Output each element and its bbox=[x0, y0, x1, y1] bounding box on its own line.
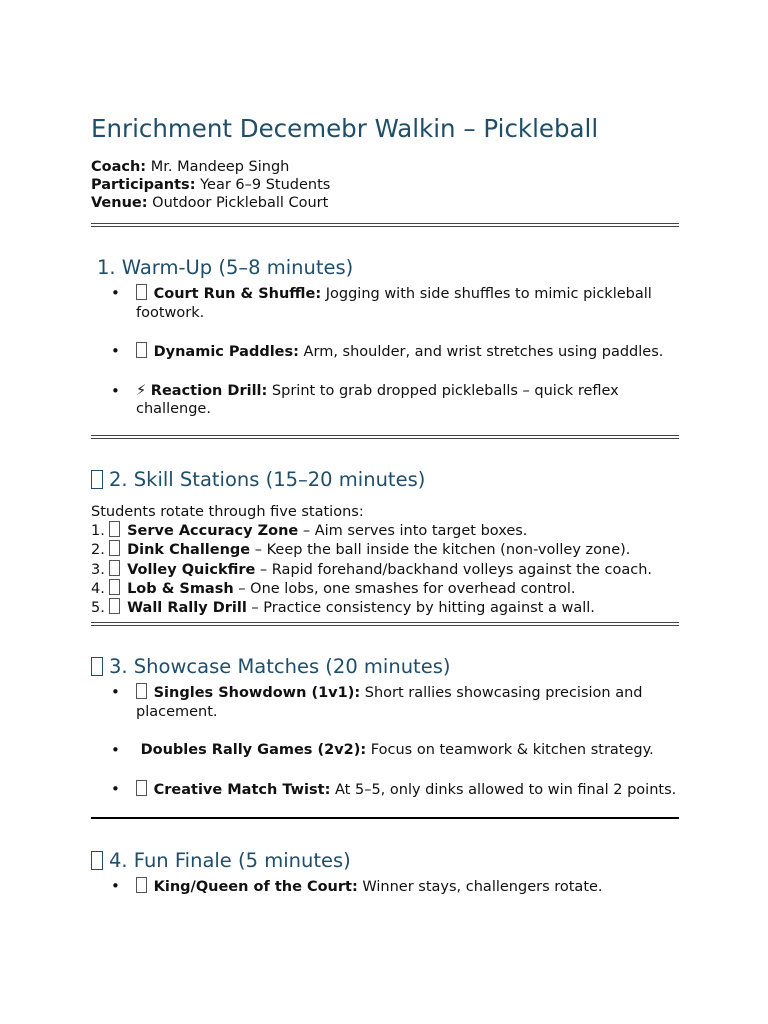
item-text: Sprint to grab dropped pickleballs – quick reflex challenge. bbox=[136, 382, 619, 417]
station-text: – Rapid forehand/backhand volleys against the coach. bbox=[255, 561, 653, 578]
section-1-heading: 1. Warm-Up (5–8 minutes) bbox=[97, 256, 354, 279]
box-icon bbox=[109, 521, 120, 537]
divider bbox=[91, 622, 679, 626]
item-term: Reaction Drill: bbox=[150, 382, 268, 399]
station-term: Serve Accuracy Zone bbox=[127, 523, 299, 540]
station-number: 5. bbox=[91, 600, 105, 617]
station-number: 1. bbox=[91, 523, 105, 540]
box-icon bbox=[109, 540, 120, 556]
divider bbox=[91, 223, 679, 227]
list-item bbox=[91, 741, 679, 760]
participants-label: Participants: bbox=[91, 177, 196, 193]
section-4-heading bbox=[91, 849, 351, 872]
item-term: Creative Match Twist: bbox=[153, 781, 331, 798]
divider bbox=[91, 817, 679, 819]
coach-line bbox=[91, 158, 330, 176]
station-item bbox=[91, 540, 652, 559]
divider bbox=[91, 435, 679, 439]
station-text: – Practice consistency by hitting against a wall. bbox=[246, 600, 595, 617]
item-text: Jogging with side shuffles to mimic pickleball footwork. bbox=[136, 286, 652, 321]
participants-value: Year 6–9 Students bbox=[200, 177, 331, 193]
station-text: – Keep the ball inside the kitchen (non-volley zone). bbox=[250, 542, 631, 559]
station-number: 4. bbox=[91, 580, 105, 597]
coach-label: Coach: bbox=[91, 159, 147, 175]
box-icon bbox=[136, 342, 147, 358]
item-text: Focus on teamwork & kitchen strategy. bbox=[366, 742, 654, 758]
item-text: Short rallies showcasing precision and placement. bbox=[136, 685, 643, 720]
lightning-icon: ⚡ bbox=[136, 382, 147, 399]
box-icon bbox=[136, 284, 147, 300]
coach-value: Mr. Mandeep Singh bbox=[150, 159, 290, 175]
box-icon bbox=[136, 780, 147, 796]
page-title: Enrichment Decemebr Walkin – Pickleball bbox=[91, 114, 599, 143]
station-term: Dink Challenge bbox=[127, 542, 251, 559]
item-text: Winner stays, challengers rotate. bbox=[357, 879, 603, 895]
list-item bbox=[91, 342, 679, 362]
list-item bbox=[91, 382, 679, 419]
stations-block bbox=[91, 503, 652, 617]
finale-list bbox=[91, 877, 679, 897]
list-item bbox=[91, 780, 679, 800]
section-2-heading bbox=[91, 468, 425, 491]
station-text: – Aim serves into target boxes. bbox=[298, 523, 528, 540]
item-term: Dynamic Paddles: bbox=[153, 344, 299, 360]
item-term: Court Run & Shuffle: bbox=[153, 286, 322, 302]
venue-line bbox=[91, 194, 330, 212]
item-term: King/Queen of the Court: bbox=[153, 879, 358, 895]
box-icon bbox=[91, 851, 103, 870]
warmup-list bbox=[91, 284, 679, 419]
box-icon bbox=[109, 598, 120, 614]
item-term: Doubles Rally Games (2v2): bbox=[140, 742, 367, 758]
station-item bbox=[91, 521, 652, 540]
participants-line bbox=[91, 176, 330, 194]
station-text: – One lobs, one smashes for overhead control. bbox=[233, 580, 576, 597]
station-term: Wall Rally Drill bbox=[127, 600, 247, 617]
station-term: Lob & Smash bbox=[127, 580, 234, 597]
venue-label: Venue: bbox=[91, 195, 148, 211]
matches-list bbox=[91, 683, 679, 799]
stations-intro: Students rotate through five stations: bbox=[91, 504, 364, 520]
station-item bbox=[91, 598, 652, 617]
box-icon bbox=[91, 657, 103, 676]
section-3-heading bbox=[91, 655, 450, 678]
heading-text: 2. Skill Stations (15–20 minutes) bbox=[109, 468, 426, 491]
station-item bbox=[91, 579, 652, 598]
box-icon bbox=[136, 683, 147, 699]
venue-value: Outdoor Pickleball Court bbox=[152, 195, 329, 211]
box-icon bbox=[136, 877, 147, 893]
item-text: At 5–5, only dinks allowed to win final 2 points. bbox=[330, 781, 677, 798]
list-item bbox=[91, 284, 679, 322]
station-term: Volley Quickfire bbox=[127, 561, 256, 578]
item-text: Arm, shoulder, and wrist stretches using paddles. bbox=[298, 344, 664, 360]
list-item bbox=[91, 877, 679, 897]
station-number: 2. bbox=[91, 542, 105, 559]
item-term: Singles Showdown (1v1): bbox=[153, 685, 361, 701]
box-icon bbox=[91, 470, 103, 489]
station-item bbox=[91, 560, 652, 579]
session-details bbox=[91, 158, 330, 212]
heading-text: 3. Showcase Matches (20 minutes) bbox=[109, 655, 451, 678]
heading-text: 4. Fun Finale (5 minutes) bbox=[109, 849, 351, 872]
box-icon bbox=[109, 579, 120, 595]
station-number: 3. bbox=[91, 561, 105, 578]
list-item bbox=[91, 683, 679, 721]
box-icon bbox=[109, 560, 120, 576]
